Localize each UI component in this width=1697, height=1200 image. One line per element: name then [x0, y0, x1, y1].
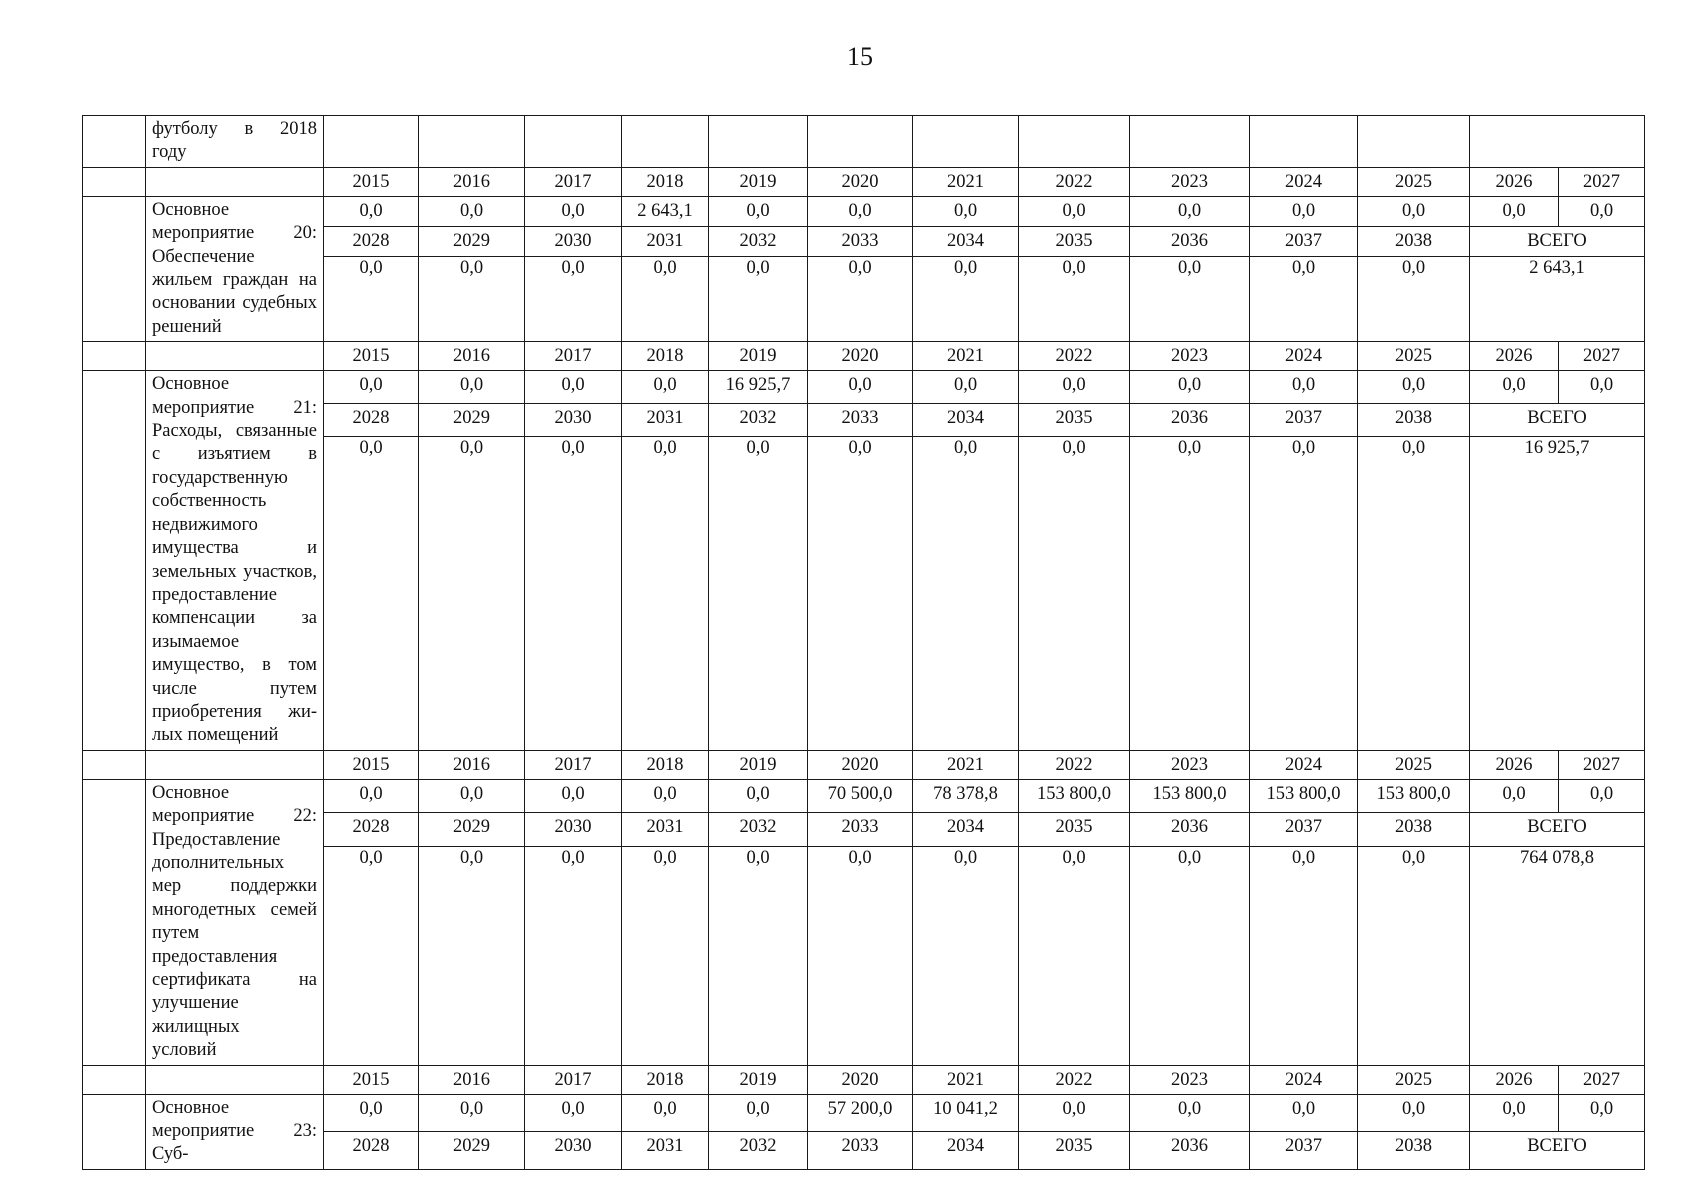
number-cell: [83, 342, 146, 371]
year-cell: 2023: [1130, 750, 1250, 779]
value-cell: 0,0: [808, 196, 913, 226]
year-cell: 2037: [1250, 404, 1358, 437]
value-cell: 0,0: [709, 1094, 808, 1132]
year-cell: 2038: [1358, 227, 1470, 257]
year-cell: 2020: [808, 1065, 913, 1094]
value-cell: 0,0: [419, 846, 525, 1065]
year-cell: 2025: [1358, 750, 1470, 779]
value-cell: 0,0: [525, 371, 622, 404]
value-cell: 0,0: [913, 846, 1019, 1065]
year-cell: 2027: [1559, 750, 1645, 779]
year-cell: 2028: [324, 404, 419, 437]
value-cell: 0,0: [808, 257, 913, 342]
value-cell: 0,0: [525, 196, 622, 226]
value-cell: 0,0: [419, 371, 525, 404]
year-cell: 2023: [1130, 342, 1250, 371]
value-cell: 0,0: [1358, 196, 1470, 226]
value-cell: 0,0: [1130, 846, 1250, 1065]
year-cell: 2016: [419, 342, 525, 371]
year-cell: 2034: [913, 1132, 1019, 1170]
year-cell: 2017: [525, 342, 622, 371]
value-cell: 10 041,2: [913, 1094, 1019, 1132]
year-cell: 2016: [419, 1065, 525, 1094]
table-row-continued: [83, 116, 1645, 168]
total-label: ВСЕГО: [1470, 227, 1645, 257]
year-cell: 2018: [622, 342, 709, 371]
year-cell: 2015: [324, 167, 419, 196]
year-cell: 2024: [1250, 167, 1358, 196]
value-cell: 0,0: [525, 779, 622, 813]
value-cell: 0,0: [324, 779, 419, 813]
value-cell: 0,0: [709, 846, 808, 1065]
year-cell: 2031: [622, 404, 709, 437]
values-row: [83, 779, 1645, 813]
value-cell: 0,0: [913, 196, 1019, 226]
year-cell: 2026: [1470, 1065, 1559, 1094]
value-cell: 153 800,0: [1019, 779, 1130, 813]
year-cell: 2036: [1130, 1132, 1250, 1170]
value-cell: 0,0: [1019, 196, 1130, 226]
total-label: ВСЕГО: [1470, 813, 1645, 847]
number-cell: [83, 116, 146, 168]
total-value: 764 078,8: [1470, 846, 1645, 1065]
year-cell: 2020: [808, 167, 913, 196]
year-cell: 2018: [622, 167, 709, 196]
year-header-row: [83, 167, 1645, 196]
year-header-row: [83, 750, 1645, 779]
year-cell: 2026: [1470, 342, 1559, 371]
year-cell: 2031: [622, 813, 709, 847]
value-cell: 0,0: [1559, 779, 1645, 813]
year-cell: 2020: [808, 342, 913, 371]
year-cell: 2029: [419, 1132, 525, 1170]
year-cell: 2022: [1019, 342, 1130, 371]
year-cell: 2037: [1250, 227, 1358, 257]
value-cell: 0,0: [709, 257, 808, 342]
number-cell: [83, 779, 146, 1065]
value-cell: 0,0: [525, 846, 622, 1065]
year-cell: 2034: [913, 404, 1019, 437]
year-cell: 2034: [913, 227, 1019, 257]
value-cell: 0,0: [1250, 1094, 1358, 1132]
year-cell: 2019: [709, 167, 808, 196]
total-label: ВСЕГО: [1470, 404, 1645, 437]
year-cell: 2031: [622, 1132, 709, 1170]
value-cell: 0,0: [1470, 196, 1559, 226]
value-cell: 0,0: [1358, 436, 1470, 750]
number-cell: [83, 750, 146, 779]
year-cell: 2029: [419, 227, 525, 257]
number-cell: [83, 1065, 146, 1094]
value-cell: 0,0: [622, 846, 709, 1065]
year-cell: 2016: [419, 167, 525, 196]
year-cell: 2021: [913, 1065, 1019, 1094]
value-cell: 0,0: [324, 257, 419, 342]
number-cell: [83, 167, 146, 196]
year-cell: 2023: [1130, 1065, 1250, 1094]
values-row: [83, 371, 1645, 404]
value-cell: 0,0: [419, 196, 525, 226]
year-cell: 2032: [709, 1132, 808, 1170]
year-cell: 2032: [709, 227, 808, 257]
number-cell: [83, 196, 146, 341]
value-cell: 0,0: [1250, 196, 1358, 226]
value-cell: 0,0: [419, 779, 525, 813]
year-cell: 2016: [419, 750, 525, 779]
value-cell: 78 378,8: [913, 779, 1019, 813]
value-cell: 0,0: [622, 371, 709, 404]
year-cell: 2025: [1358, 342, 1470, 371]
value-cell: 0,0: [1019, 371, 1130, 404]
year-cell: 2022: [1019, 750, 1130, 779]
year-cell: 2030: [525, 1132, 622, 1170]
year-cell: 2035: [1019, 1132, 1130, 1170]
year-cell: 2030: [525, 404, 622, 437]
page-number: 15: [847, 42, 873, 71]
value-cell: 0,0: [1250, 371, 1358, 404]
year-cell: 2037: [1250, 1132, 1358, 1170]
values-row: [83, 196, 1645, 226]
value-cell: 0,0: [913, 371, 1019, 404]
value-cell: 0,0: [1019, 436, 1130, 750]
year-cell: 2028: [324, 1132, 419, 1170]
value-cell: 0,0: [1470, 779, 1559, 813]
value-cell: 0,0: [525, 1094, 622, 1132]
year-cell: 2027: [1559, 167, 1645, 196]
year-cell: 2038: [1358, 813, 1470, 847]
value-cell: 0,0: [1250, 257, 1358, 342]
value-cell: 57 200,0: [808, 1094, 913, 1132]
year-cell: 2027: [1559, 1065, 1645, 1094]
year-cell: 2035: [1019, 227, 1130, 257]
year-cell: 2033: [808, 813, 913, 847]
value-cell: 0,0: [525, 257, 622, 342]
value-cell: 0,0: [1130, 436, 1250, 750]
year-cell: 2015: [324, 342, 419, 371]
value-cell: 0,0: [1130, 1094, 1250, 1132]
measure-description: футболу в 2018 году: [146, 116, 324, 168]
year-cell: 2025: [1358, 1065, 1470, 1094]
measure-description: Основное мероприятие 22: Предоставление дополнительных мер поддержки многодетных семей путем предоставления сертификата на улучшение жилищных условий: [146, 779, 324, 1065]
year-cell: 2033: [808, 404, 913, 437]
value-cell: 0,0: [1019, 1094, 1130, 1132]
value-cell: 0,0: [1358, 1094, 1470, 1132]
value-cell: 0,0: [1559, 196, 1645, 226]
value-cell: 0,0: [913, 257, 1019, 342]
year-cell: 2019: [709, 750, 808, 779]
year-cell: 2030: [525, 813, 622, 847]
year-cell: 2026: [1470, 750, 1559, 779]
year-header-row: [83, 342, 1645, 371]
value-cell: 0,0: [419, 257, 525, 342]
value-cell: 0,0: [1470, 1094, 1559, 1132]
year-cell: 2021: [913, 167, 1019, 196]
measure-description: Основное мероприятие 21: Расходы, связанные с изъятием в государственную собственность недвижимого имущества и земельных участков, предоставление компенсации за изымаемое имущество, в том числе путем приобретения жи- лых помещений: [146, 371, 324, 751]
value-cell: 16 925,7: [709, 371, 808, 404]
value-cell: 0,0: [1019, 257, 1130, 342]
year-cell: 2024: [1250, 342, 1358, 371]
measure-description: Основное мероприятие 20: Обеспечение жильем граждан на основании судебных решений: [146, 196, 324, 341]
value-cell: 0,0: [1559, 1094, 1645, 1132]
value-cell: 0,0: [1559, 371, 1645, 404]
value-cell: 0,0: [324, 371, 419, 404]
year-cell: 2028: [324, 813, 419, 847]
value-cell: 0,0: [622, 257, 709, 342]
value-cell: 0,0: [1130, 371, 1250, 404]
value-cell: 0,0: [1130, 257, 1250, 342]
year-cell: 2033: [808, 1132, 913, 1170]
value-cell: 0,0: [1358, 257, 1470, 342]
year-cell: 2032: [709, 813, 808, 847]
year-cell: 2026: [1470, 167, 1559, 196]
year-cell: 2034: [913, 813, 1019, 847]
value-cell: 2 643,1: [622, 196, 709, 226]
year-cell: 2035: [1019, 404, 1130, 437]
year-cell: 2021: [913, 750, 1019, 779]
value-cell: 0,0: [525, 436, 622, 750]
year-cell: 2017: [525, 167, 622, 196]
measure-description: Основное мероприятие 23: Суб-: [146, 1094, 324, 1169]
total-value: 2 643,1: [1470, 257, 1645, 342]
value-cell: 153 800,0: [1130, 779, 1250, 813]
budget-table: [82, 115, 1645, 1170]
year-cell: 2029: [419, 404, 525, 437]
year-cell: 2032: [709, 404, 808, 437]
year-cell: 2030: [525, 227, 622, 257]
value-cell: 0,0: [709, 436, 808, 750]
year-cell: 2038: [1358, 404, 1470, 437]
number-cell: [83, 1094, 146, 1169]
value-cell: 0,0: [913, 436, 1019, 750]
value-cell: 0,0: [1130, 196, 1250, 226]
value-cell: 0,0: [1358, 846, 1470, 1065]
value-cell: 0,0: [808, 436, 913, 750]
year-cell: 2020: [808, 750, 913, 779]
value-cell: 0,0: [324, 846, 419, 1065]
year-cell: 2028: [324, 227, 419, 257]
value-cell: 0,0: [808, 846, 913, 1065]
year-cell: 2038: [1358, 1132, 1470, 1170]
year-cell: 2015: [324, 1065, 419, 1094]
year-cell: 2018: [622, 750, 709, 779]
year-cell: 2036: [1130, 227, 1250, 257]
value-cell: 0,0: [1358, 371, 1470, 404]
year-cell: 2021: [913, 342, 1019, 371]
year-cell: 2027: [1559, 342, 1645, 371]
value-cell: 0,0: [709, 196, 808, 226]
year-cell: 2031: [622, 227, 709, 257]
total-value: 16 925,7: [1470, 436, 1645, 750]
year-cell: 2036: [1130, 813, 1250, 847]
year-cell: 2019: [709, 1065, 808, 1094]
year-cell: 2036: [1130, 404, 1250, 437]
year-cell: 2035: [1019, 813, 1130, 847]
value-cell: 0,0: [1470, 371, 1559, 404]
year-cell: 2019: [709, 342, 808, 371]
value-cell: 0,0: [1250, 436, 1358, 750]
value-cell: 0,0: [419, 436, 525, 750]
value-cell: 0,0: [622, 1094, 709, 1132]
value-cell: 0,0: [324, 196, 419, 226]
year-cell: 2033: [808, 227, 913, 257]
value-cell: 0,0: [1019, 846, 1130, 1065]
year-cell: 2037: [1250, 813, 1358, 847]
total-label: ВСЕГО: [1470, 1132, 1645, 1170]
year-cell: 2022: [1019, 167, 1130, 196]
value-cell: 0,0: [709, 779, 808, 813]
year-cell: 2017: [525, 750, 622, 779]
year-cell: 2022: [1019, 1065, 1130, 1094]
value-cell: 70 500,0: [808, 779, 913, 813]
year-header-row: [83, 1065, 1645, 1094]
year-cell: 2017: [525, 1065, 622, 1094]
value-cell: 0,0: [808, 371, 913, 404]
number-cell: [83, 371, 146, 751]
year-cell: 2018: [622, 1065, 709, 1094]
value-cell: 0,0: [324, 1094, 419, 1132]
year-cell: 2023: [1130, 167, 1250, 196]
value-cell: 0,0: [622, 436, 709, 750]
value-cell: 0,0: [1250, 846, 1358, 1065]
year-cell: 2024: [1250, 750, 1358, 779]
value-cell: 0,0: [324, 436, 419, 750]
year-cell: 2015: [324, 750, 419, 779]
value-cell: 0,0: [419, 1094, 525, 1132]
value-cell: 153 800,0: [1358, 779, 1470, 813]
year-cell: 2029: [419, 813, 525, 847]
values-row: [83, 1094, 1645, 1132]
value-cell: 153 800,0: [1250, 779, 1358, 813]
year-cell: 2024: [1250, 1065, 1358, 1094]
year-cell: 2025: [1358, 167, 1470, 196]
value-cell: 0,0: [622, 779, 709, 813]
